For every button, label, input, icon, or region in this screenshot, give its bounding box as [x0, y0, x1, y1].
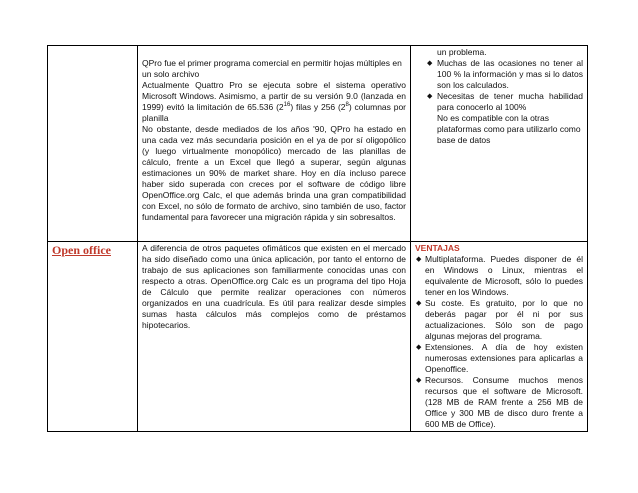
advantages-heading: VENTAJAS — [415, 243, 460, 253]
superscript-8: 8 — [345, 102, 349, 109]
table-row-openoffice — [48, 242, 588, 432]
description-cell — [138, 46, 411, 242]
name-cell — [48, 242, 138, 432]
list-item-text: Extensiones. A día de hoy existen numerosas extensiones para aplicarlas a Openoffice. — [425, 342, 583, 374]
list-item — [415, 342, 583, 375]
compatibility-note: No es compatible con la otras plataformas como para utilizarlo como base de datos — [437, 113, 581, 145]
list-item — [415, 254, 583, 298]
disadvantages-cell — [411, 46, 588, 242]
list-item — [415, 375, 583, 430]
description-cell — [138, 242, 411, 432]
paragraph-market-share: No obstante, desde mediados de los años '90, QPro ha estado en una cada vez más secundaria posición en el ya de por sí oligopólico (y luego virtualmente monopólico) mercado de las planillas de cálculo, frente a un Excel que llegó a superar, según algunas estimaciones un 90% de market share. Hoy en día incluso parece haber sido superada con creces por el software de código libre OpenOffice.org Calc, el que además brinda una gran compatibilidad con Excel, no sólo de formato de archivo, sino también de uso, factor fundamental para favorecer una migración rápida y sin sobresaltos. — [142, 124, 406, 222]
product-name-link[interactable]: Open office — [52, 243, 111, 257]
list-item-text: Multiplataforma. Puedes disponer de él en Windows o Linux, mientras el equivalente de Microsoft, sólo lo puedes tener en los Windows. — [425, 254, 583, 297]
diamond-bullet-icon: ◆ — [416, 256, 422, 263]
list-item — [415, 298, 583, 342]
continued-text: un problema. — [437, 47, 487, 57]
text-part-c: ) columnas por planilla — [142, 102, 406, 123]
table-row-quattro — [48, 46, 588, 242]
advantages-cell — [411, 242, 588, 432]
advantages-list — [415, 254, 583, 430]
list-item-text: Necesitas de tener mucha habilidad para conocerlo al 100% — [437, 91, 583, 112]
text-part-b: ) filas y 256 (2 — [290, 102, 346, 112]
list-item-text: Recursos. Consume muchos menos recursos que el software de Microsoft. (128 MB de RAM frente a 256 MB de Office y 300 MB de disco duro frente a 600 MB de Office). — [425, 375, 583, 429]
diamond-bullet-icon: ◆ — [416, 344, 422, 351]
diamond-bullet-icon: ◆ — [427, 93, 433, 100]
diamond-bullet-icon: ◆ — [416, 300, 422, 307]
diamond-bullet-icon: ◆ — [427, 60, 433, 67]
openoffice-description: A diferencia de otros paquetes ofimáticos que existen en el mercado ha sido diseñado como una única aplicación, por tanto el entorno de trabajo de sus aplicaciones son familiarmente conocidas unas con respecto a otras. OpenOffice.org Calc es un programa del tipo Hoja de Cálculo que permite realizar operaciones con números organizados en una cuadrícula. Es útil para realizar desde simples sumas hasta cálculos más complejos como de préstamos hipotecarios. — [142, 243, 406, 330]
list-item-text: Su coste. Es gratuito, por lo que no deberás pagar por él ni por sus actualizaciones. Sólo son de pago algunas mejoras del programa. — [425, 298, 583, 341]
list-item — [415, 58, 583, 91]
text-part-a: Actualmente Quattro Pro se ejecuta sobre el sistema operativo Microsoft Windows. Asimismo, a partir de su versión 9.0 (lanzada en 1999) evitó la limitación de 65.536 (2 — [142, 80, 406, 112]
list-item-text: Muchas de las ocasiones no tener al 100 % la información y mas si lo datos son los calculados. — [437, 58, 583, 90]
paragraph-windows-version — [142, 80, 406, 124]
paragraph-multiple-sheets: QPro fue el primer programa comercial en permitir hojas múltiples en un solo archivo — [142, 58, 402, 79]
name-cell-empty — [48, 46, 138, 242]
list-item — [415, 91, 583, 113]
disadvantages-list — [415, 58, 583, 113]
superscript-16: 16 — [283, 102, 291, 109]
comparison-table — [47, 45, 588, 432]
diamond-bullet-icon: ◆ — [416, 377, 422, 384]
